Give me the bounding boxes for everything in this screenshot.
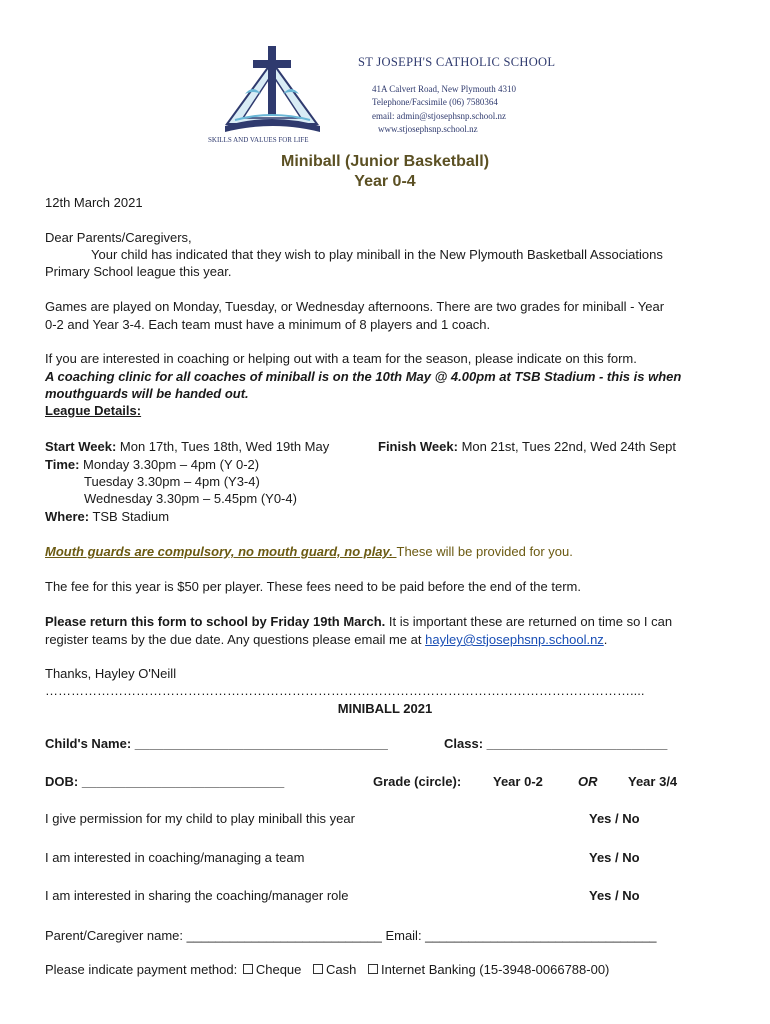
grade-or: OR: [578, 774, 598, 789]
dob-field[interactable]: DOB: ____________________________: [45, 774, 285, 789]
cheque-checkbox[interactable]: [243, 964, 253, 974]
return-deadline: Please return this form to school by Friday 19th March.: [45, 614, 386, 629]
where-value: TSB Stadium: [89, 509, 170, 524]
question-sharing: I am interested in sharing the coaching/manager role: [45, 888, 349, 903]
grade-option-year02[interactable]: Year 0-2: [493, 774, 543, 789]
payment-label: Please indicate payment method:: [45, 962, 241, 977]
page-title: Miniball (Junior Basketball): [280, 153, 490, 170]
time-wednesday: Wednesday 3.30pm – 5.45pm (Y0-4): [84, 491, 297, 506]
start-week-label: Start Week:: [45, 439, 117, 454]
yes-no-coaching[interactable]: Yes / No: [589, 850, 640, 865]
start-week-value: Mon 17th, Tues 18th, Wed 19th May: [116, 439, 330, 454]
cash-checkbox[interactable]: [313, 964, 323, 974]
bank-checkbox[interactable]: [368, 964, 378, 974]
school-address: 41A Calvert Road, New Plymouth 4310: [372, 84, 516, 94]
class-field[interactable]: Class: _________________________: [444, 736, 668, 751]
paragraph-1-cont: Primary School league this year.: [45, 264, 232, 279]
yes-no-sharing[interactable]: Yes / No: [589, 888, 640, 903]
time-label: Time:: [45, 457, 80, 472]
where: [45, 508, 169, 525]
paragraph-2: Games are played on Monday, Tuesday, or Wednesday afternoons. There are two grades for miniball - Year: [45, 299, 665, 314]
return-text: It is important these are returned on time so I can: [385, 614, 673, 629]
parent-email-field[interactable]: Parent/Caregiver name: ___________________________ Email: ________________________________: [45, 928, 657, 943]
finish-week-value: Mon 21st, Tues 22nd, Wed 24th Sept: [457, 439, 676, 454]
time-monday: [45, 456, 259, 473]
grade-label: Grade (circle):: [373, 774, 462, 789]
mouthguard-notice: Mouth guards are compulsory, no mouth guard, no play.: [45, 544, 397, 559]
letter-date: 12th March 2021: [45, 195, 143, 210]
yes-no-permission[interactable]: Yes / No: [589, 811, 640, 826]
clinic-notice: A coaching clinic for all coaches of miniball is on the 10th May @ 4.00pm at TSB Stadium - this is when: [45, 369, 682, 384]
cut-line: ………………………………………………………………………………………………………………………....: [45, 683, 645, 698]
form-heading: MINIBALL 2021: [337, 701, 433, 716]
where-label: Where:: [45, 509, 90, 524]
paragraph-1: Your child has indicated that they wish to play miniball in the New Plymouth Basketball Associations: [91, 247, 663, 262]
child-name-field[interactable]: Child's Name: ___________________________________: [45, 736, 388, 751]
league-heading: League Details:: [45, 403, 142, 418]
time-monday-value: Monday 3.30pm – 4pm (Y 0-2): [79, 457, 260, 472]
paragraph-3: If you are interested in coaching or helping out with a team for the season, please indicate on this form.: [45, 351, 637, 366]
cheque-label: Cheque: [255, 962, 302, 977]
time-tuesday: Tuesday 3.30pm – 4pm (Y3-4): [84, 474, 260, 489]
mouthguard-line: [45, 543, 573, 560]
school-logo: [205, 44, 340, 144]
period: .: [603, 632, 608, 647]
school-name: ST JOSEPH'S CATHOLIC SCHOOL: [358, 55, 556, 69]
school-website: www.stjosephsnp.school.nz: [378, 124, 478, 134]
question-coaching: I am interested in coaching/managing a team: [45, 850, 305, 865]
contact-email-link[interactable]: hayley@stjosephsnp.school.nz: [425, 632, 604, 647]
fee-info: The fee for this year is $50 per player. These fees need to be paid before the end of the term.: [45, 579, 581, 594]
cash-label: Cash: [326, 962, 357, 977]
return-notice-cont: [45, 631, 607, 648]
logo-motto: SKILLS AND VALUES FOR LIFE: [208, 136, 309, 144]
return-text-2: register teams by the due date. Any questions please email me at: [45, 632, 426, 647]
payment-method: [45, 961, 609, 978]
page-subtitle: Year 0-4: [354, 173, 416, 190]
grade-option-year34[interactable]: Year 3/4: [628, 774, 678, 789]
question-permission: I give permission for my child to play miniball this year: [45, 811, 355, 826]
school-email: email: admin@stjosephsnp.school.nz: [372, 111, 507, 121]
bank-label: Internet Banking (15-3948-0066788-00): [381, 962, 610, 977]
return-notice: [45, 613, 672, 630]
mouthguard-provided: These will be provided for you.: [396, 544, 573, 559]
finish-week: [378, 438, 676, 455]
school-phone: Telephone/Facsimile (06) 7580364: [372, 97, 498, 107]
signoff: Thanks, Hayley O'Neill: [45, 666, 177, 681]
greeting: Dear Parents/Caregivers,: [45, 230, 192, 245]
paragraph-2-cont: 0-2 and Year 3-4. Each team must have a minimum of 8 players and 1 coach.: [45, 317, 491, 332]
clinic-notice-cont: mouthguards will be handed out.: [45, 386, 249, 401]
start-week: [45, 438, 329, 455]
finish-week-label: Finish Week:: [378, 439, 458, 454]
